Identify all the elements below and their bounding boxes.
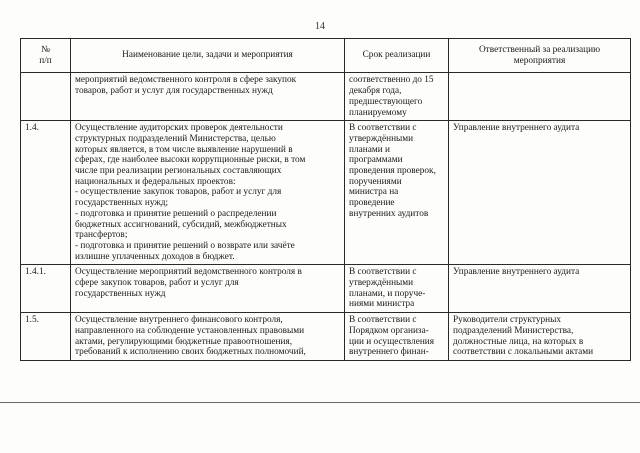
row-name: Осуществление мероприятий ведомственного контроля в сфере закупок товаров, работ и услуг для государственных нужд bbox=[71, 265, 345, 313]
row-responsible bbox=[449, 73, 631, 121]
row-term: соответственно до 15 декабря года, предшествующего планируемому bbox=[345, 73, 449, 121]
row-number bbox=[21, 73, 71, 121]
row-responsible: Управление внутреннего аудита bbox=[449, 121, 631, 265]
table-row bbox=[21, 313, 631, 361]
row-term: В соответствии с утверждёнными планами, и поруче- ниями министра bbox=[345, 265, 449, 313]
row-number: 1.4. bbox=[21, 121, 71, 265]
row-term: В соответствии с утверждёнными планами и программами проведения проверок, поручениями министра на проведение внутренних аудитов bbox=[345, 121, 449, 265]
table-row bbox=[21, 73, 631, 121]
header-num: № п/п bbox=[21, 39, 71, 73]
row-responsible: Управление внутреннего аудита bbox=[449, 265, 631, 313]
header-term: Срок реализации bbox=[345, 39, 449, 73]
header-responsible: Ответственный за реализацию мероприятия bbox=[449, 39, 631, 73]
table-row bbox=[21, 265, 631, 313]
table-row bbox=[21, 121, 631, 265]
row-name: Осуществление аудиторских проверок деятельности структурных подразделений Министерства, целью которых является, в том числе выявление нарушений в сферах, где наиболее высоки коррупционные риски, в том числе при реализации региональных составляющих национальных и федеральных проектов: - осуществление закупок товаров, работ и услуг для государственных нужд; - подготовка и принятие решений о распределении бюджетных ассигнований, субсидий, межбюджетных трансфертов; - подготовка и принятие решений о возврате или зачёте излишне уплаченных доходов в бюджет. bbox=[71, 121, 345, 265]
row-name: мероприятий ведомственного контроля в сфере закупок товаров, работ и услуг для государственных нужд bbox=[71, 73, 345, 121]
table-header-row bbox=[21, 39, 631, 73]
measures-table bbox=[20, 38, 631, 361]
row-responsible: Руководители структурных подразделений Министерства, должностные лица, на которых в соответствии с локальными актами bbox=[449, 313, 631, 361]
page-cut-line bbox=[0, 402, 640, 403]
row-number: 1.4.1. bbox=[21, 265, 71, 313]
row-name: Осуществление внутреннего финансового контроля, направленного на соблюдение установленных правовыми актами, регулирующими бюджетные правоотношения, требований к исполнению своих бюджетных полномочий, bbox=[71, 313, 345, 361]
row-number: 1.5. bbox=[21, 313, 71, 361]
row-term: В соответствии с Порядком организа- ции и осуществления внутреннего финан- bbox=[345, 313, 449, 361]
header-name: Наименование цели, задачи и мероприятия bbox=[71, 39, 345, 73]
page-number: 14 bbox=[315, 21, 325, 32]
